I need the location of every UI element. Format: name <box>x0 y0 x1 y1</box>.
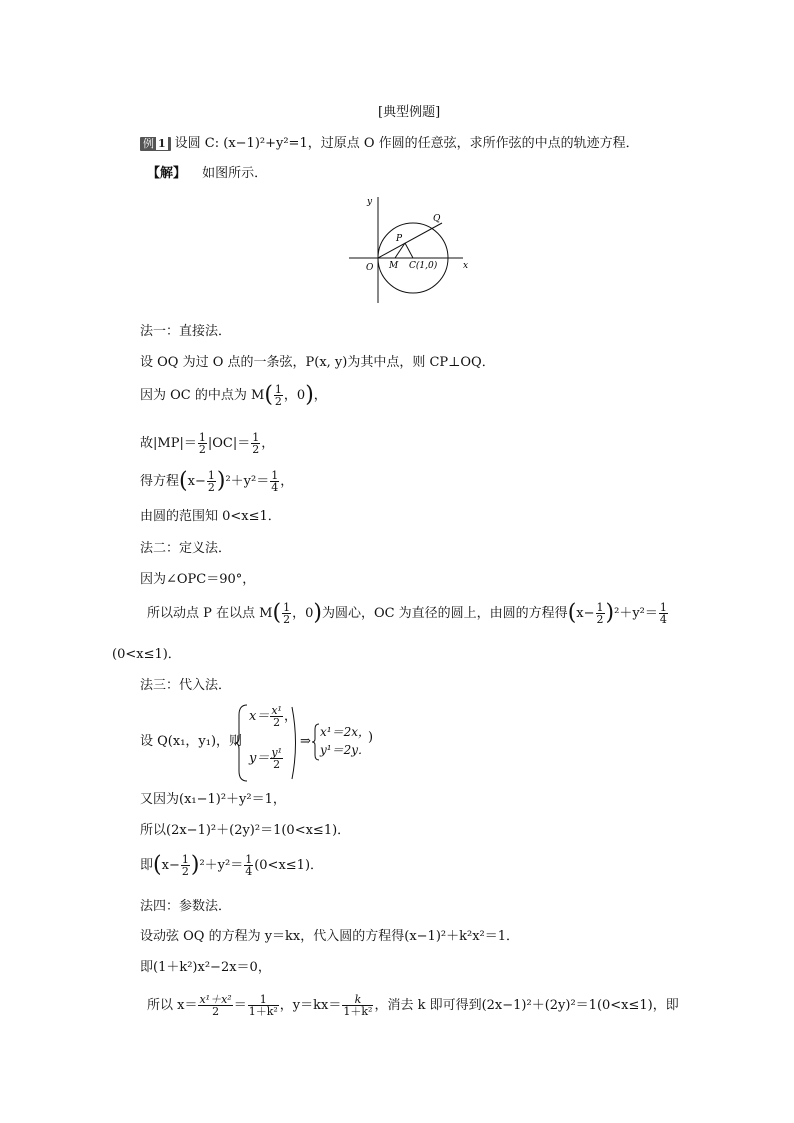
result-eq2: y¹＝2y． <box>320 743 371 757</box>
method2-line1: 因为∠OPC＝90°， <box>140 572 256 587</box>
label-q: Q <box>433 214 441 224</box>
solution-intro-text: 如图所示． <box>202 166 268 181</box>
example-text: 设圆 C: (x−1)²+y²=1，过原点 O 作圆的任意弦，求所作弦的中点的轨迹方程． <box>174 136 639 151</box>
document-page: [典型例题] 例 1 设圆 C: (x−1)²+y²=1，过原点 O 作圆的任意弦，求所作弦的中点的轨迹方程． 【解】 如图所示． y x O M C(1,0) P Q 法一：直接法． 设 OQ 为过 O 点的一条弦，P(x, y)为其中点，则 CP⊥OQ． 因为 OC 的中点为 M( $\frac{1}{2}$ ，0)， 故|MP|＝ $\frac{1}{2}$ |OC|＝ $\frac{1}{2}$ ， 得方程(x− $\frac{1}{2}$ )²＋y²＝ $\frac{1}{4}$ ， 由圆的范围知 0<x≤1． 法二：定义法． 因为∠OPC＝90°， 所以动点 P 在以点 M( $\frac{1}{2}$ ，0)为圆心，OC 为直径的圆上，由圆的方程得(x− $\frac{1}{2}$ )²＋y²＝ $\frac{1}{4}$ (0<x≤1)． 法三：代入法． 设 Q(x₁，y₁)，则 x＝ $\frac{\text{x¹}}{2}$ ， y＝ $\frac{\text{y¹}}{2}$ ⇒ x¹＝2x， y¹＝2y． ) 又因为(x₁−1)²＋y²＝1， 所以(2x−1)²＋(2y)²＝1(0<x≤1)． 即(x− $\frac{1}{2}$ )²＋y²＝ $\frac{1}{4}$ (0<x≤1)． 法四：参数法． 设动弦 OQ 的方程为 y＝kx，代入圆的方程得(x−1)²＋k²x²＝1． 即(1＋k²)x²−2x＝0， 所以 x＝ $\frac{\text{x¹＋x²}}{2}$ ＝ $\frac{1}{\text{1＋k²}}$ ，y＝kx＝ $\frac{k}{\text{1＋k²}}$ ，消去 k 即可得到(2x−1)²＋(2y)²＝1(0<x≤1)，即 <box>112 105 679 1018</box>
label-p: P <box>396 234 403 244</box>
method2-line3: (0<x≤1)． <box>112 647 181 662</box>
segment-mp <box>395 243 405 258</box>
result-brace <box>312 723 320 761</box>
label-y: y <box>367 197 373 207</box>
solution-label: 【解】 <box>147 166 187 181</box>
left-brace <box>235 703 249 783</box>
section-title: [典型例题] <box>378 105 441 120</box>
label-c: C(1,0) <box>409 261 438 271</box>
result-close-paren: ) <box>368 730 374 745</box>
method3-line4: 即(x− $\frac{1}{2}$ )²＋y²＝ $\frac{1}{4}$ (0<x≤1)． <box>140 852 324 878</box>
method1-line4: 得方程(x− $\frac{1}{2}$ )²＋y²＝ $\frac{1}{4}$ ， <box>140 468 294 494</box>
example-problem <box>140 135 639 153</box>
right-paren <box>290 703 300 783</box>
method3-title: 法三：代入法． <box>140 678 232 693</box>
method1-line2: 因为 OC 的中点为 M( $\frac{1}{2}$ ，0)， <box>140 382 327 408</box>
method1-line5: 由圆的范围知 0<x≤1． <box>140 509 281 524</box>
system-eq1: x＝ $\frac{\text{x¹}}{2}$ ， <box>249 704 297 729</box>
system-eq2: y＝ $\frac{\text{y¹}}{2}$ <box>249 746 282 771</box>
method4-line1: 设动弦 OQ 的方程为 y＝kx，代入圆的方程得(x−1)²＋k²x²＝1． <box>140 929 520 944</box>
method1-line1: 设 OQ 为过 O 点的一条弦，P(x, y)为其中点，则 CP⊥OQ． <box>140 355 495 370</box>
method1-line3: 故|MP|＝ $\frac{1}{2}$ |OC|＝ $\frac{1}{2}$ ， <box>140 431 275 456</box>
method4-line3: 所以 x＝ $\frac{\text{x¹＋x²}}{2}$ ＝ $\frac{1}{\text{1＋k²}}$ ，y＝kx＝ $\frac{k}{\text{1＋k²}}$ ，消去 k 即可得到(2x−1)²＋(2y)²＝1(0<x≤1)，即 <box>147 993 679 1018</box>
method4-line2: 即(1＋k²)x²−2x＝0， <box>140 960 271 975</box>
result-eq1: x¹＝2x， <box>320 725 370 739</box>
segment-cp <box>405 243 413 258</box>
implies-arrow: ⇒ <box>300 734 311 749</box>
method1-title: 法一：直接法． <box>140 324 232 339</box>
circle-figure <box>345 193 475 308</box>
example-badge: 例 1 <box>140 137 171 151</box>
method4-title: 法四：参数法． <box>140 899 232 914</box>
method3-line2: 又因为(x₁−1)²＋y²＝1， <box>140 792 286 807</box>
label-o: O <box>366 263 374 273</box>
label-x: x <box>463 261 469 271</box>
frac-half: $\frac{1}{2}$ <box>274 383 282 408</box>
method2-line2: 所以动点 P 在以点 M( $\frac{1}{2}$ ，0)为圆心，OC 为直径的圆上，由圆的方程得(x− $\frac{1}{2}$ )²＋y²＝ $\frac{1}{4}$ <box>147 600 667 626</box>
method3-line3: 所以(2x−1)²＋(2y)²＝1(0<x≤1)． <box>140 823 351 838</box>
label-m: M <box>389 261 399 271</box>
method2-title: 法二：定义法． <box>140 541 232 556</box>
solution-intro <box>147 165 267 183</box>
